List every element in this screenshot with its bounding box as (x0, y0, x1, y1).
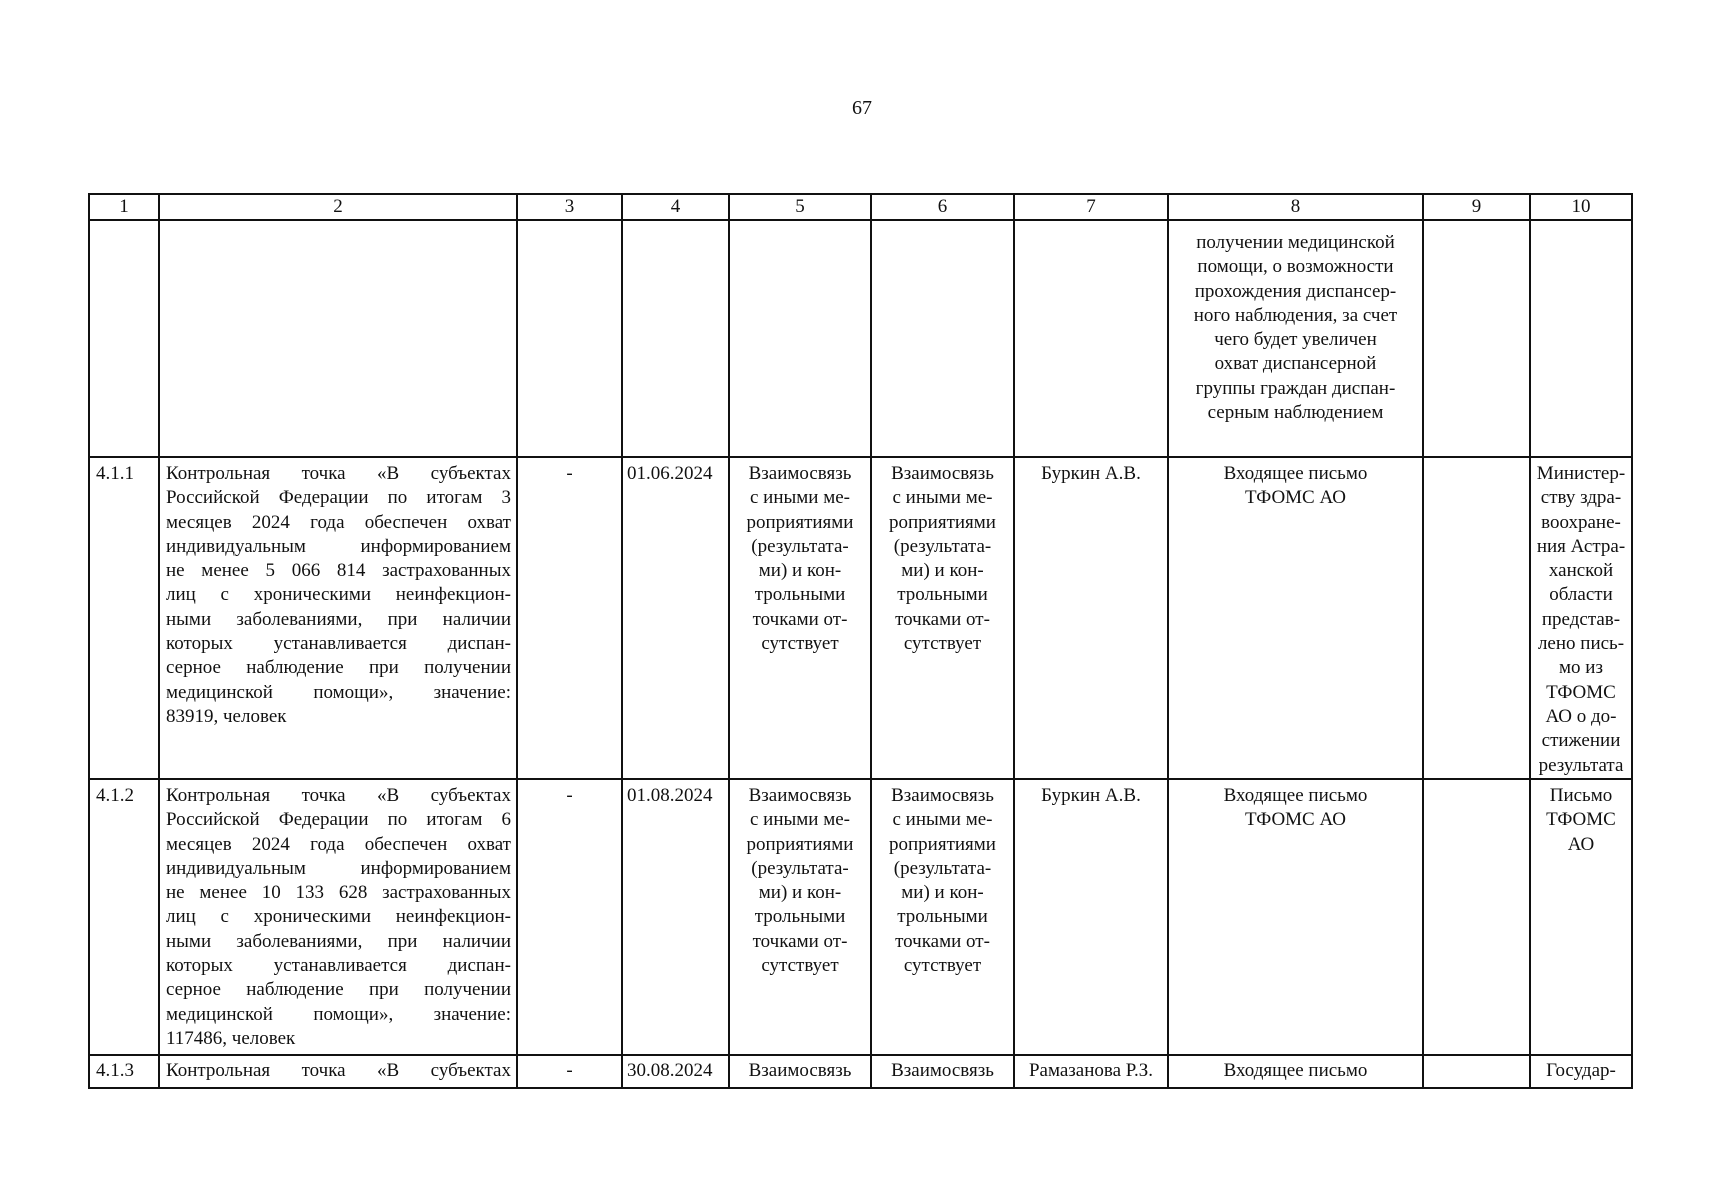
cell-result-document (1168, 1055, 1423, 1088)
cell-relationship-2 (871, 779, 1014, 1055)
cell-status (1530, 1055, 1632, 1088)
cell-col3: - (517, 1055, 622, 1088)
text-line: ными заболеваниями, при наличии (166, 608, 511, 630)
table-row-continuation (89, 220, 1632, 457)
cell-col9 (1423, 457, 1530, 779)
text-line: Взаимосвязь (891, 785, 994, 806)
cell-empty (159, 220, 517, 457)
cell-relationship (729, 457, 871, 779)
text-line: ми) и кон- (901, 560, 984, 582)
text-line: не менее 5 066 814 застрахованных (166, 560, 511, 582)
table-row-4-1-1 (89, 457, 1632, 779)
text-line: чего будет увеличен (1214, 329, 1377, 351)
cell-empty (89, 220, 159, 457)
text-line: серным наблюдением (1207, 402, 1384, 424)
cell-description (159, 779, 517, 1055)
text-line: мо из (1559, 657, 1603, 679)
cell-empty (871, 220, 1014, 457)
text-line: сутствует (761, 633, 839, 655)
text-line: (результата- (893, 857, 992, 879)
text-line: ми) и кон- (758, 882, 842, 904)
cell-empty (729, 220, 871, 457)
text-line: лиц с хроническими неинфекцион- (166, 584, 511, 606)
cell-result-document (1168, 457, 1423, 779)
cell-responsible: Буркин А.В. (1014, 779, 1168, 1055)
cell-col3: - (517, 779, 622, 1055)
text-line: не менее 10 133 628 застрахованных (166, 882, 511, 904)
text-line: которых устанавливается диспан- (166, 955, 511, 977)
header-col-5: 5 (729, 194, 871, 220)
text-line: (результата- (751, 535, 849, 557)
text-line: с иными ме- (749, 487, 850, 509)
header-col-4: 4 (622, 194, 729, 220)
text-line: ми) и кон- (901, 882, 984, 904)
text-line: месяцев 2024 года обеспечен охват (166, 511, 511, 533)
cell-col9 (1423, 1055, 1530, 1088)
text-line: сутствует (761, 955, 839, 977)
text-line: стижении (1541, 730, 1621, 752)
cell-description (159, 1055, 517, 1088)
text-line: (результата- (893, 535, 992, 557)
header-col-1: 1 (89, 194, 159, 220)
text-line: Взаимосвязь (748, 463, 852, 484)
text-line: точками от- (895, 608, 990, 630)
text-line: Взаимосвязь (748, 1060, 852, 1081)
document-table (88, 193, 1633, 1089)
text-line: 117486, человек (166, 1027, 296, 1049)
header-col-7: 7 (1014, 194, 1168, 220)
text-line: ТФОМС АО (1245, 487, 1346, 509)
cell-description (159, 457, 517, 779)
text-line: роприятиями (889, 511, 996, 533)
text-line: Входящее письмо (1223, 785, 1368, 806)
text-line: роприятиями (746, 833, 854, 855)
text-line: лиц с хроническими неинфекцион- (166, 906, 511, 928)
cell-status (1530, 457, 1632, 779)
table-row-4-1-2 (89, 779, 1632, 1055)
cell-relationship-2 (871, 457, 1014, 779)
text-line: трольными (754, 584, 846, 606)
text-line: Контрольная точка «В субъектах (166, 785, 511, 806)
text-line: ного наблюдения, за счет (1193, 304, 1398, 326)
cell-responsible: Буркин А.В. (1014, 457, 1168, 779)
header-col-8: 8 (1168, 194, 1423, 220)
text-line: ханской (1548, 560, 1614, 582)
text-line: сутствует (903, 633, 982, 655)
text-line: Контрольная точка «В субъектах (166, 1060, 511, 1081)
text-line: области (1549, 584, 1613, 606)
cell-relationship (729, 1055, 871, 1088)
header-col-6: 6 (871, 194, 1014, 220)
text-line: Взаимосвязь (891, 463, 994, 484)
text-line: Российской Федерации по итогам 6 (166, 809, 511, 831)
header-col-9: 9 (1423, 194, 1530, 220)
text-line: роприятиями (889, 833, 996, 855)
cell-empty (622, 220, 729, 457)
text-line: Российской Федерации по итогам 3 (166, 487, 511, 509)
text-line: прохождения диспансер- (1194, 280, 1397, 302)
text-line: Государ- (1546, 1060, 1616, 1081)
text-line: трольными (897, 906, 988, 928)
text-line: серное наблюдение при получении (166, 657, 511, 679)
cell-empty (1014, 220, 1168, 457)
text-line: помощи, о возможности (1197, 256, 1394, 278)
text-line: ми) и кон- (758, 560, 842, 582)
table-row-4-1-3 (89, 1055, 1632, 1088)
text-line: АО о до- (1545, 705, 1617, 727)
text-line: ными заболеваниями, при наличии (166, 930, 511, 952)
text-line: получении медицинской (1196, 232, 1395, 253)
text-line: Письмо (1549, 785, 1613, 806)
text-line: представ- (1541, 608, 1621, 630)
text-line: серное наблюдение при получении (166, 979, 511, 1001)
text-line: Взаимосвязь (891, 1060, 994, 1081)
cell-result-document (1168, 779, 1423, 1055)
text-line: воохране- (1541, 511, 1621, 533)
header-col-2: 2 (159, 194, 517, 220)
text-line: (результата- (751, 857, 849, 879)
text-line: 83919, человек (166, 705, 287, 727)
text-line: ТФОМС (1546, 681, 1616, 703)
text-line: медицинской помощи», значение: (166, 1003, 511, 1025)
text-line: АО (1567, 833, 1595, 855)
text-line: ству здра- (1540, 487, 1622, 509)
text-line: ТФОМС АО (1245, 809, 1346, 831)
text-line: месяцев 2024 года обеспечен охват (166, 833, 511, 855)
text-line: сутствует (903, 955, 982, 977)
text-line: с иными ме- (892, 809, 993, 831)
cell-date: 01.08.2024 (622, 779, 729, 1055)
text-line: роприятиями (746, 511, 854, 533)
header-col-3: 3 (517, 194, 622, 220)
text-line: трольными (754, 906, 846, 928)
text-line: индивидуальным информированием (166, 535, 511, 557)
cell-date: 01.06.2024 (622, 457, 729, 779)
text-line: Взаимосвязь (748, 785, 852, 806)
cell-relationship (729, 779, 871, 1055)
cell-relationship-2 (871, 1055, 1014, 1088)
text-line: Контрольная точка «В субъектах (166, 463, 511, 484)
text-line: результата (1538, 754, 1624, 776)
text-line: лено пись- (1537, 633, 1625, 655)
cell-col3: - (517, 457, 622, 779)
page-number: 67 (852, 97, 872, 119)
cell-status (1530, 779, 1632, 1055)
text-line: с иными ме- (749, 809, 850, 831)
text-line: точками от- (752, 930, 848, 952)
text-line: охват диспансерной (1214, 353, 1377, 375)
text-line: трольными (897, 584, 988, 606)
cell-row-number: 4.1.2 (89, 779, 159, 1055)
text-line: Министер- (1536, 463, 1626, 484)
text-line: группы граждан диспан- (1195, 377, 1396, 399)
text-line: медицинской помощи», значение: (166, 681, 511, 703)
text-line: точками от- (752, 608, 848, 630)
text-line: ния Астра- (1536, 535, 1626, 557)
text-line: ТФОМС (1546, 809, 1616, 831)
text-line: Входящее письмо (1223, 463, 1368, 484)
text-line: индивидуальным информированием (166, 857, 511, 879)
cell-empty (1423, 220, 1530, 457)
cell-col9 (1423, 779, 1530, 1055)
cell-empty (1530, 220, 1632, 457)
cell-row-number: 4.1.3 (89, 1055, 159, 1088)
text-line: которых устанавливается диспан- (166, 633, 511, 655)
cell-responsible: Рамазанова Р.З. (1014, 1055, 1168, 1088)
text-line: с иными ме- (892, 487, 993, 509)
cell-empty (517, 220, 622, 457)
cell-row-number: 4.1.1 (89, 457, 159, 779)
cell-date: 30.08.2024 (622, 1055, 729, 1088)
cell-result-continuation (1168, 220, 1423, 457)
header-row (89, 194, 1632, 220)
text-line: Входящее письмо (1223, 1060, 1368, 1081)
text-line: точками от- (895, 930, 990, 952)
header-col-10: 10 (1530, 194, 1632, 220)
